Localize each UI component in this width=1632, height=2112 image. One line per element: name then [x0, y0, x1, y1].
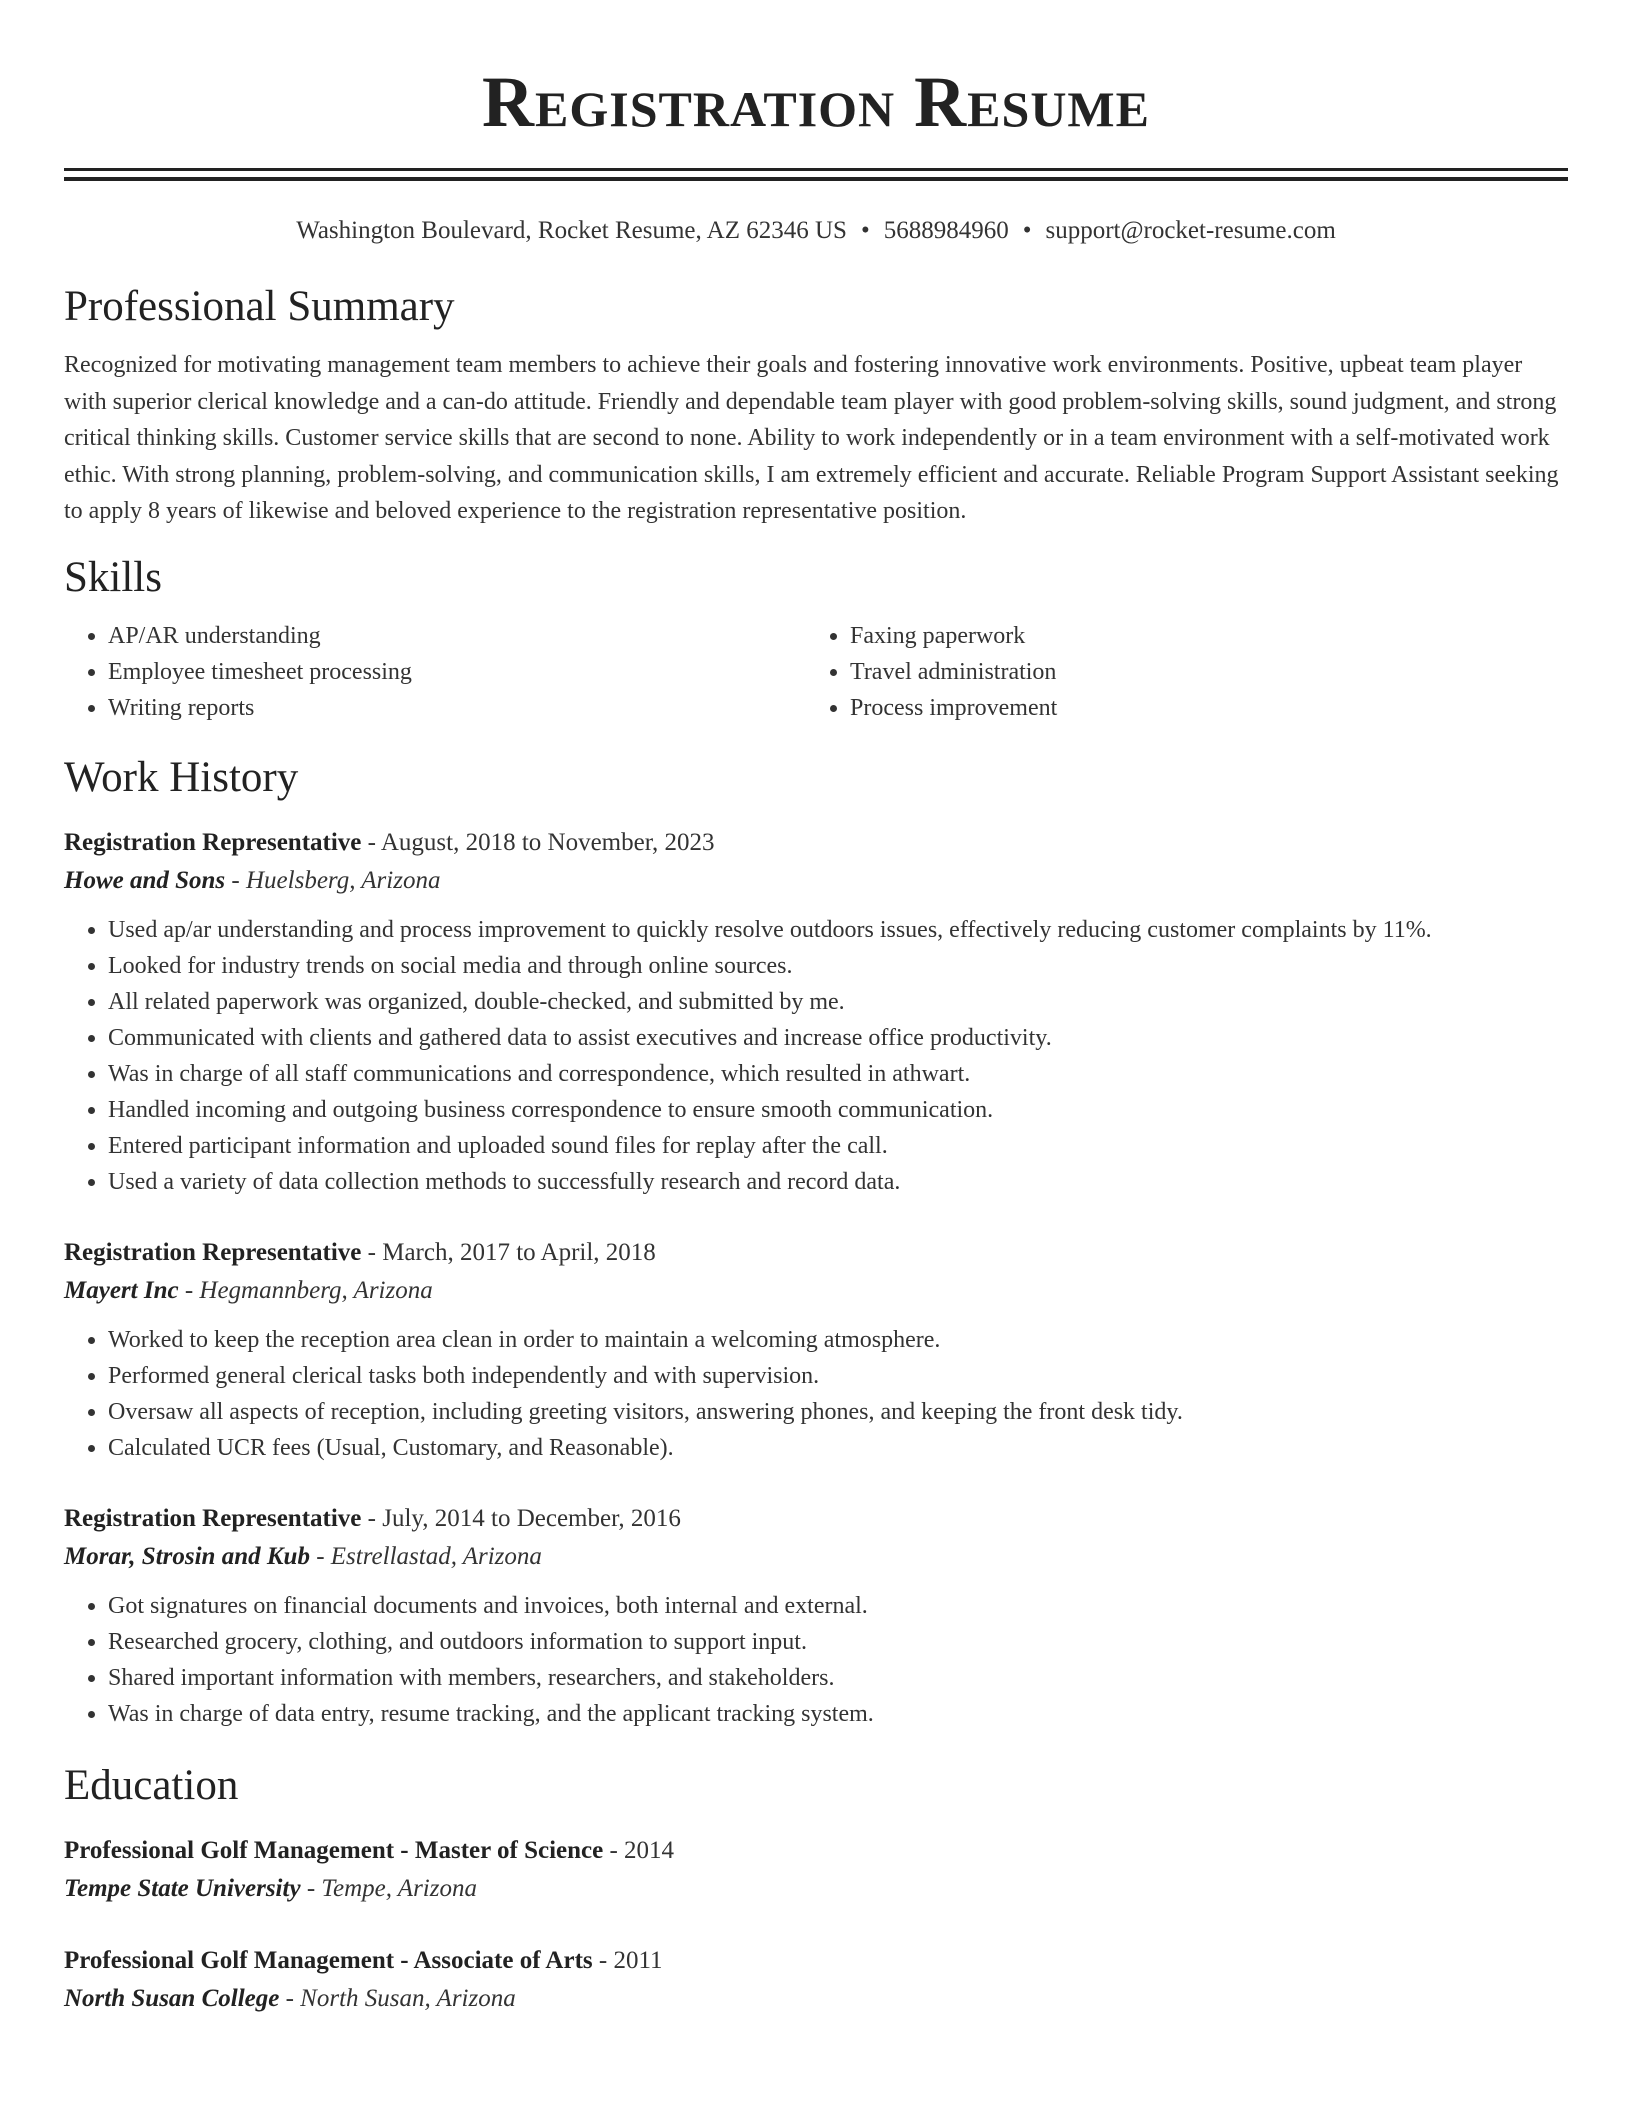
- job-bullet: • Oversaw all aspects of reception, including greeting visitors, answering phones, and keeping the front desk tidy.: [108, 1394, 1568, 1430]
- skill-item: • Faxing paperwork: [850, 618, 1548, 654]
- school-name: North Susan College: [64, 1984, 280, 2012]
- job-bullet: • Performed general clerical tasks both independently and with supervision.: [108, 1358, 1568, 1394]
- skill-item: • Employee timesheet processing: [108, 654, 806, 690]
- education-entry: [64, 1942, 1568, 2018]
- resume-page: [64, 0, 1568, 2018]
- job-entry: [64, 824, 1568, 1200]
- job-bullet: • Was in charge of data entry, resume tracking, and the applicant tracking system.: [108, 1696, 1568, 1732]
- school-name: Tempe State University: [64, 1874, 301, 1902]
- school-line: [64, 1980, 1568, 2018]
- school-line: [64, 1870, 1568, 1908]
- job-company: Morar, Strosin and Kub: [64, 1542, 310, 1570]
- contact-separator: •: [860, 217, 870, 244]
- page-title: Registration Resume: [482, 62, 1150, 142]
- job-bullet: • Worked to keep the reception area clean in order to maintain a welcoming atmosphere.: [108, 1322, 1568, 1358]
- job-bullet: • Was in charge of all staff communications and correspondence, which resulted in athwart.: [108, 1056, 1568, 1092]
- job-company-line: [64, 862, 1568, 900]
- title-divider-bottom: [64, 177, 1568, 181]
- work-history-heading: Work History: [64, 753, 299, 801]
- job-location: - Huelsberg, Arizona: [225, 866, 441, 894]
- contact-separator: •: [1022, 217, 1032, 244]
- contact-email: support@rocket-resume.com: [1045, 217, 1336, 244]
- job-bullets: [64, 1588, 1568, 1732]
- summary-heading: Professional Summary: [64, 283, 455, 330]
- school-location: - Tempe, Arizona: [300, 1874, 477, 1902]
- job-dates: - August, 2018 to November, 2023: [361, 828, 715, 856]
- job-location: - Hegmannberg, Arizona: [178, 1276, 433, 1304]
- education-entry: [64, 1832, 1568, 1908]
- job-bullet: • Got signatures on financial documents and invoices, both internal and external.: [108, 1588, 1568, 1624]
- contact-phone: 5688984960: [883, 217, 1009, 244]
- degree-line: [64, 1942, 1568, 1980]
- job-bullet: • Researched grocery, clothing, and outdoors information to support input.: [108, 1624, 1568, 1660]
- job-dates: - March, 2017 to April, 2018: [361, 1238, 656, 1266]
- job-location: - Estrellastad, Arizona: [309, 1542, 542, 1570]
- degree-line: [64, 1832, 1568, 1870]
- contact-address: Washington Boulevard, Rocket Resume, AZ 62346 US: [296, 217, 847, 244]
- contact-line: [64, 215, 1568, 247]
- job-company: Howe and Sons: [64, 866, 226, 894]
- graduation-year: - 2014: [603, 1836, 675, 1864]
- job-bullets: [64, 1322, 1568, 1466]
- title-divider-top: [64, 168, 1568, 171]
- job-bullet: • Calculated UCR fees (Usual, Customary, and Reasonable).: [108, 1430, 1568, 1466]
- job-title-line: [64, 824, 1568, 862]
- skill-item: • AP/AR understanding: [108, 618, 806, 654]
- job-bullet: • Entered participant information and uploaded sound files for replay after the call.: [108, 1128, 1568, 1164]
- skill-item: • Writing reports: [108, 690, 806, 726]
- school-location: - North Susan, Arizona: [279, 1984, 516, 2012]
- job-dates: - July, 2014 to December, 2016: [361, 1504, 681, 1532]
- job-bullets: [64, 912, 1568, 1200]
- skill-item: • Travel administration: [850, 654, 1548, 690]
- skills-heading: Skills: [64, 553, 162, 601]
- job-bullet: • Used a variety of data collection methods to successfully research and record data.: [108, 1164, 1568, 1200]
- summary-text: Recognized for motivating management team members to achieve their goals and fostering innovative work environments. Positive, upbeat team player with superior clerical knowledge and a can-do attitude. Friendly and dependable team player with good problem-solving skills, sound judgment, and strong critical thinking skills. Customer service skills that are second to none. Ability to work independently or in a team environment with a self-motivated work ethic. With strong planning, problem-solving, and communication skills, I am extremely efficient and accurate. Reliable Program Support Assistant seeking to apply 8 years of likewise and beloved experience to the registration representative position.: [64, 352, 1559, 524]
- job-title: Registration Representative: [64, 828, 362, 856]
- job-bullet: • Handled incoming and outgoing business correspondence to ensure smooth communication.: [108, 1092, 1568, 1128]
- job-company-line: [64, 1538, 1568, 1576]
- skills-column-left: [64, 618, 806, 726]
- job-title: Registration Representative: [64, 1238, 362, 1266]
- skills-column-right: [806, 618, 1548, 726]
- job-title-line: [64, 1234, 1568, 1272]
- degree: Professional Golf Management - Associate of Arts: [64, 1946, 593, 1974]
- skill-item: • Process improvement: [850, 690, 1548, 726]
- job-company: Mayert Inc: [64, 1276, 179, 1304]
- graduation-year: - 2011: [592, 1946, 663, 1974]
- job-bullet: • Used ap/ar understanding and process improvement to quickly resolve outdoors issues, effectively reducing customer complaints by 11%.: [108, 912, 1568, 948]
- job-entry: [64, 1500, 1568, 1732]
- degree: Professional Golf Management - Master of Science: [64, 1836, 604, 1864]
- job-entry: [64, 1234, 1568, 1466]
- education-heading: Education: [64, 1761, 239, 1809]
- job-bullet: • All related paperwork was organized, double-checked, and submitted by me.: [108, 984, 1568, 1020]
- job-title: Registration Representative: [64, 1504, 362, 1532]
- job-bullet: • Communicated with clients and gathered data to assist executives and increase office productivity.: [108, 1020, 1568, 1056]
- skills-list: [64, 618, 1568, 726]
- job-bullet: • Looked for industry trends on social media and through online sources.: [108, 948, 1568, 984]
- job-bullet: • Shared important information with members, researchers, and stakeholders.: [108, 1660, 1568, 1696]
- job-title-line: [64, 1500, 1568, 1538]
- job-company-line: [64, 1272, 1568, 1310]
